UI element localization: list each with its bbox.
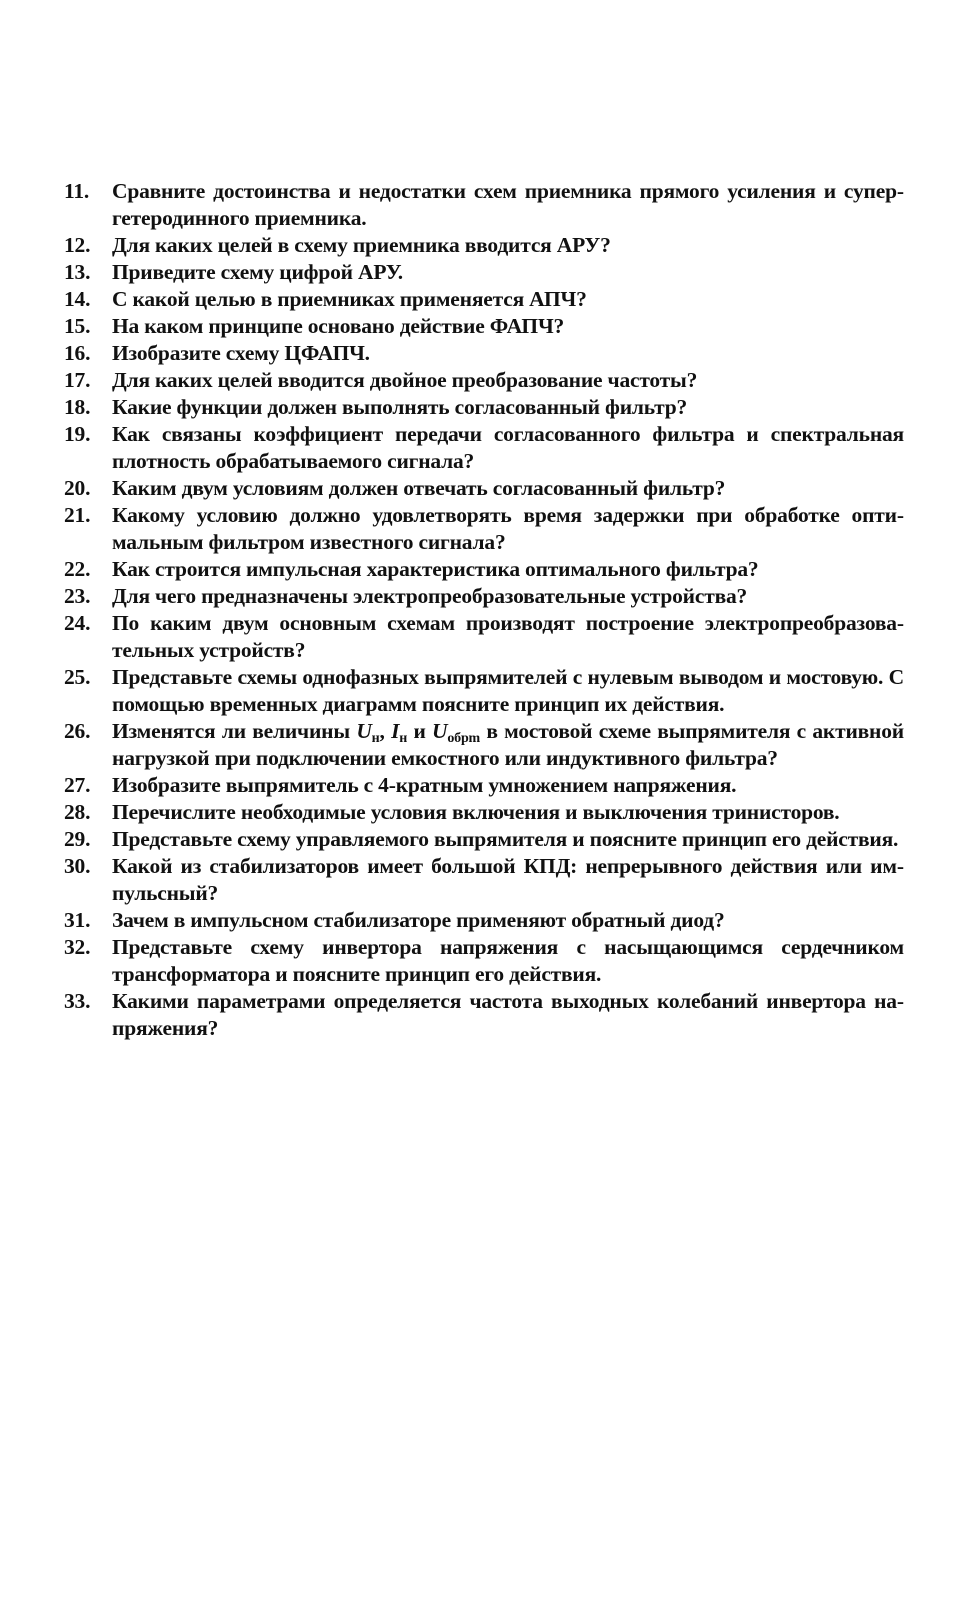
question-text-part: Изменятся ли величины	[112, 719, 357, 743]
question-number: 33.	[64, 989, 91, 1013]
question-text: Для каких целей в схему приемника вводится АРУ?	[112, 233, 611, 257]
question-number: 17.	[64, 368, 91, 392]
question-item	[64, 340, 904, 367]
question-number: 31.	[64, 908, 91, 932]
question-text: Каким двум условиям должен отвечать согласованный фильтр?	[112, 476, 726, 500]
question-number: 24.	[64, 611, 91, 635]
question-text: Сравните достоинства и недостатки схем приемника прямого усиления и супергетеродинного приемника.	[112, 179, 904, 230]
question-item	[64, 907, 904, 934]
question-number: 26.	[64, 719, 91, 743]
question-item	[64, 772, 904, 799]
question-item	[64, 259, 904, 286]
question-item	[64, 826, 904, 853]
question-text: Представьте схему управляемого выпрямителя и поясните принцип его действия.	[112, 827, 899, 851]
question-text-part: в мостовой схеме выпрямителя с активной нагрузкой при подключении емкостного или индуктивного фильтра?	[112, 719, 904, 770]
variable-subscript: обрm	[447, 731, 481, 746]
question-text: Как строится импульсная характеристика оптимального фильтра?	[112, 557, 759, 581]
question-number: 13.	[64, 260, 91, 284]
question-number: 16.	[64, 341, 91, 365]
question-item	[64, 934, 904, 988]
question-number: 25.	[64, 665, 91, 689]
question-item	[64, 367, 904, 394]
question-text: С какой целью в приемниках применяется АПЧ?	[112, 287, 587, 311]
question-number: 27.	[64, 773, 91, 797]
question-item	[64, 475, 904, 502]
question-item	[64, 988, 904, 1042]
question-list	[64, 178, 904, 1042]
question-item	[64, 556, 904, 583]
variable-subscript: н	[371, 731, 380, 746]
question-text: Изобразите схему ЦФАПЧ.	[112, 341, 370, 365]
variable-subscript: н	[399, 731, 408, 746]
question-text-part: ,	[379, 719, 392, 743]
question-text: Для чего предназначены электропреобразовательные устройства?	[112, 584, 748, 608]
question-item	[64, 313, 904, 340]
question-text: Какой из стабилизаторов имеет большой КПД: непрерывного действия или импульсный?	[112, 854, 904, 905]
question-text: Приведите схему цифрой АРУ.	[112, 260, 403, 284]
variable-symbol: U	[432, 719, 448, 743]
question-text: Какие функции должен выполнять согласованный фильтр?	[112, 395, 688, 419]
question-item	[64, 718, 904, 772]
question-text: Какими параметрами определяется частота выходных колебаний инвертора напряжения?	[112, 989, 904, 1040]
variable-symbol: I	[391, 719, 400, 743]
question-number: 14.	[64, 287, 91, 311]
question-number: 19.	[64, 422, 91, 446]
question-text: Изобразите выпрямитель с 4-кратным умножением напряжения.	[112, 773, 737, 797]
question-item	[64, 502, 904, 556]
question-text: Как связаны коэффициент передачи согласованного фильтра и спектральная плотность обрабатываемого сигнала?	[112, 422, 904, 473]
question-text: Представьте схему инвертора напряжения с насыщающимся сердечником трансформатора и поясните принцип его действия.	[112, 935, 904, 986]
question-item	[64, 799, 904, 826]
question-text-part: и	[407, 719, 433, 743]
variable-u-load	[356, 719, 371, 743]
question-item	[64, 853, 904, 907]
question-item	[64, 286, 904, 313]
question-text: Зачем в импульсном стабилизаторе применяют обратный диод?	[112, 908, 725, 932]
question-item	[64, 178, 904, 232]
question-text	[112, 718, 904, 772]
question-number: 21.	[64, 503, 91, 527]
question-number: 29.	[64, 827, 91, 851]
question-number: 18.	[64, 395, 91, 419]
question-text: Представьте схемы однофазных выпрямителей с нулевым выводом и мостовую. С помощью временных диаграмм поясните принцип их действия.	[112, 665, 904, 716]
question-text: На каком принципе основано действие ФАПЧ?	[112, 314, 565, 338]
question-item	[64, 583, 904, 610]
variable-i-load	[391, 719, 399, 743]
question-number: 30.	[64, 854, 91, 878]
question-number: 28.	[64, 800, 91, 824]
question-item	[64, 232, 904, 259]
question-text: По каким двум основным схемам производят построение электропреобразовательных устройств?	[112, 611, 904, 662]
question-number: 23.	[64, 584, 91, 608]
question-item	[64, 610, 904, 664]
question-text: Для каких целей вводится двойное преобразование частоты?	[112, 368, 698, 392]
question-number: 15.	[64, 314, 91, 338]
question-number: 11.	[64, 179, 90, 203]
question-text: Какому условию должно удовлетворять время задержки при обработке оптимальным фильтром известного сигнала?	[112, 503, 904, 554]
question-number: 20.	[64, 476, 91, 500]
question-number: 32.	[64, 935, 91, 959]
question-text: Перечислите необходимые условия включения и выключения тринисторов.	[112, 800, 840, 824]
question-number: 22.	[64, 557, 91, 581]
question-item	[64, 421, 904, 475]
question-item	[64, 664, 904, 718]
question-item	[64, 394, 904, 421]
variable-symbol: U	[356, 719, 372, 743]
variable-u-reverse	[432, 719, 447, 743]
question-number: 12.	[64, 233, 91, 257]
